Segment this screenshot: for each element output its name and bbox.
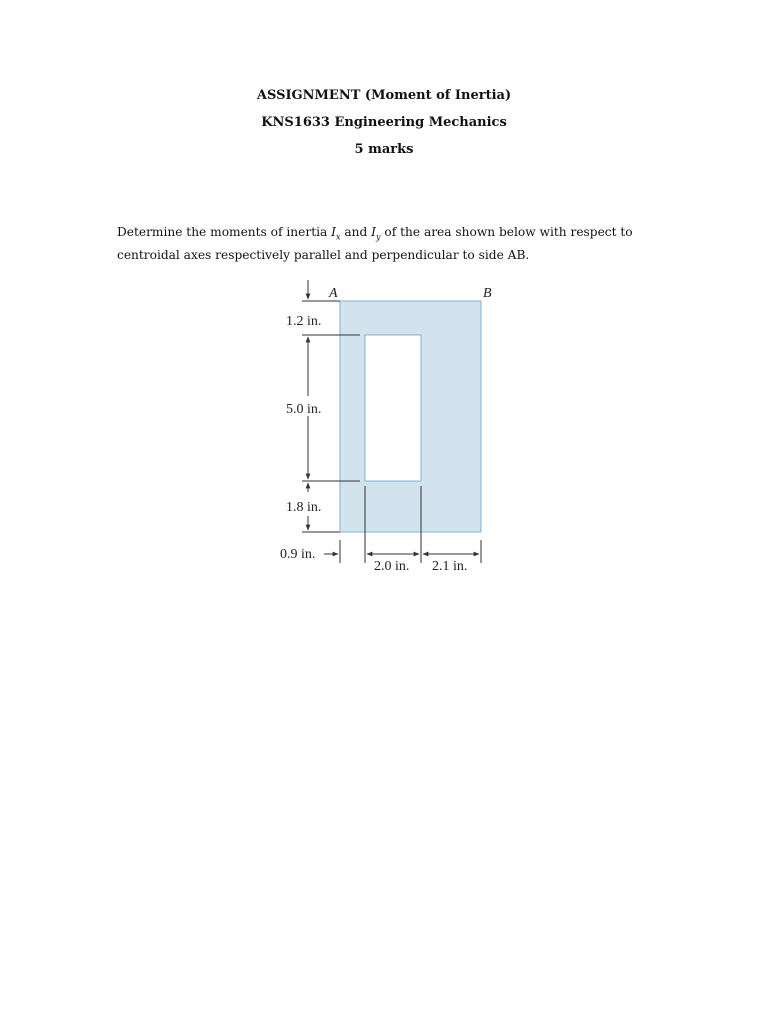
course-title: KNS1633 Engineering Mechanics: [261, 115, 507, 130]
ix-symbol: $I_x$: [331, 225, 341, 242]
point-b-label: B: [483, 286, 492, 301]
question-text-part-3: of the area shown below with respect to centroidal axes respectively parallel and perpendicular to side AB.: [117, 225, 633, 263]
cross-section-figure: [262, 278, 502, 583]
dim-middle-label: 5.0 in.: [286, 402, 322, 417]
dim-left-label: 0.9 in.: [280, 547, 316, 562]
dim-right-label: 2.1 in.: [432, 559, 468, 574]
marks-label: 5 marks: [354, 142, 414, 157]
question-text-part-1: Determine the moments of inertia: [117, 225, 332, 239]
question-text: [117, 223, 657, 264]
dim-bottom-label: 1.8 in.: [286, 500, 322, 515]
rectangular-cutout: [365, 335, 421, 481]
question-text-part-2: and: [340, 225, 372, 239]
iy-symbol: $I_y$: [371, 225, 381, 242]
dim-top-label: 1.2 in.: [286, 314, 322, 329]
point-a-label: A: [329, 286, 338, 301]
assignment-title: ASSIGNMENT (Moment of Inertia): [256, 88, 512, 103]
dim-hole-width-label: 2.0 in.: [374, 559, 410, 574]
